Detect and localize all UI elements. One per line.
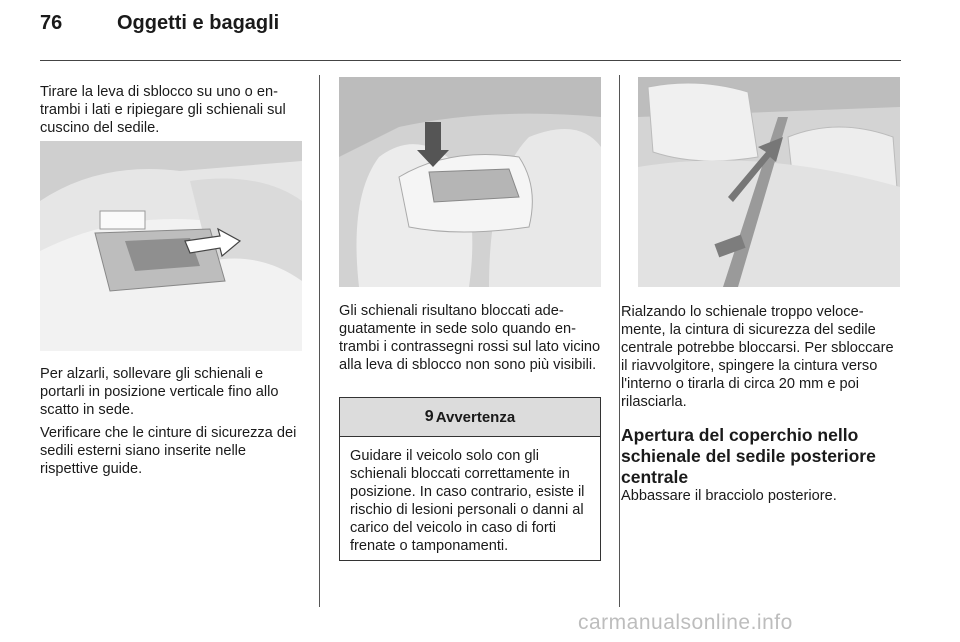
watermark: carmanualsonline.info [578,611,793,634]
warning-text: Guidare il veicolo solo con gli schienali bloccati correttamente in posizione. In caso contrario, esiste il rischio di lesioni personali o danni al carico del veicolo in caso di forti frenate o tamponamenti. [350,448,585,554]
col2-paragraph-1: Gli schienali risultano bloccati adeguatamente in sede solo quando entrambi i contrassegni rossi sul lato vicino alla leva di sblocco non sono più visibili. [339,303,601,373]
col3-paragraph-2: Abbassare il bracciolo posteriore. [621,488,837,504]
column-divider-2 [619,75,620,607]
col3-paragraph-1: Rialzando lo schienale troppo velocemente, la cintura di sicurezza del sedile centrale potrebbe bloccarsi. Per sbloccare il riavvolgitore, spingere la cintura verso l'interno o tirarla di circa 20 mm e poi rilasciarla. [621,304,894,410]
figure-seat-belt [638,77,900,287]
column-divider-1 [319,75,320,607]
col1-paragraph-3: Verificare che le cinture di sicurezza dei sedili esterni siano inserite nelle rispettive guide. [40,425,297,477]
col1-paragraph-1: Tirare la leva di sblocco su uno o entrambi i lati e ripiegare gli schienali sul cuscino del sedile. [40,84,286,136]
header-rule [40,60,901,61]
col1-paragraph-2: Per alzarli, sollevare gli schienali e portarli in posizione verticale fino allo scatto in sede. [40,366,279,418]
warning-header [340,398,600,437]
section-heading: Apertura del coperchio nello schienale del sedile posteriore centrale [621,425,876,487]
warning-triangle-icon: 9 [424,408,434,425]
figure-release-lever [40,141,302,351]
warning-box [339,397,601,561]
figure-locking-marks [339,77,601,287]
page-number: 76 [40,12,63,34]
page-title: Oggetti e bagagli [117,12,280,34]
warning-title: Avvertenza [435,408,516,426]
